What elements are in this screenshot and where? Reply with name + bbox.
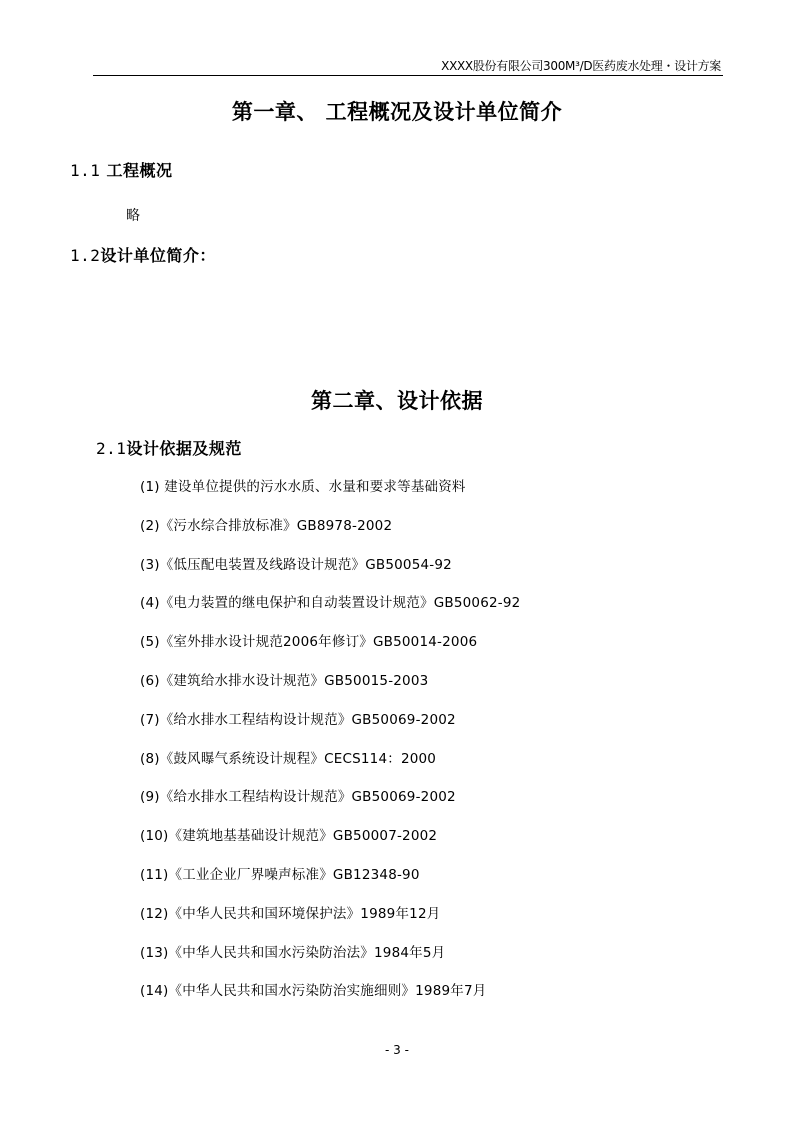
section-number: 2.1 <box>96 439 127 458</box>
reference-item: (1) 建设单位提供的污水水质、水量和要求等基础资料 <box>140 479 466 495</box>
section-title: 设计依据及规范 <box>126 439 242 458</box>
reference-item: (3)《低压配电装置及线路设计规范》GB50054-92 <box>140 556 452 573</box>
header-text: XXXX股份有限公司300M³/D医药废水处理・设计方案 <box>441 59 721 73</box>
reference-item: (7)《给水排水工程结构设计规范》GB50069-2002 <box>140 711 456 728</box>
reference-item: (12)《中华人民共和国环境保护法》1989年12月 <box>140 905 441 922</box>
reference-item: (14)《中华人民共和国水污染防治实施细则》1989年7月 <box>140 983 487 1000</box>
chapter-1-title: 第一章、 工程概况及设计单位简介 <box>231 100 563 124</box>
section-1-1-heading <box>70 158 173 181</box>
section-2-1-heading <box>96 436 242 459</box>
reference-list <box>140 477 520 1020</box>
reference-item: (6)《建筑给水排水设计规范》GB50015-2003 <box>140 672 429 689</box>
section-number: 1.2 <box>70 246 101 265</box>
reference-item: (8)《鼓风曝气系统设计规程》CECS114：2000 <box>140 750 437 767</box>
chapter-2-title: 第二章、设计依据 <box>311 389 483 413</box>
reference-item: (5)《室外排水设计规范2006年修订》GB50014-2006 <box>140 634 478 651</box>
reference-item: (4)《电力装置的继电保护和自动装置设计规范》GB50062-92 <box>140 595 521 612</box>
section-1-2-heading <box>70 243 216 266</box>
reference-item: (9)《给水排水工程结构设计规范》GB50069-2002 <box>140 789 456 806</box>
section-title: 工程概况 <box>106 161 173 180</box>
page-header <box>93 55 723 76</box>
reference-item: (11)《工业企业厂界噪声标准》GB12348-90 <box>140 866 420 883</box>
reference-item: (13)《中华人民共和国水污染防治法》1984年5月 <box>140 944 446 961</box>
section-1-1-content: 略 <box>126 208 141 224</box>
page-number: - 3 - <box>385 1043 409 1057</box>
reference-item: (10)《建筑地基基础设计规范》GB50007-2002 <box>140 828 438 845</box>
section-number: 1.1 <box>70 161 101 180</box>
section-title: 设计单位简介： <box>100 246 216 265</box>
reference-item: (2)《污水综合排放标准》GB8978-2002 <box>140 517 393 534</box>
